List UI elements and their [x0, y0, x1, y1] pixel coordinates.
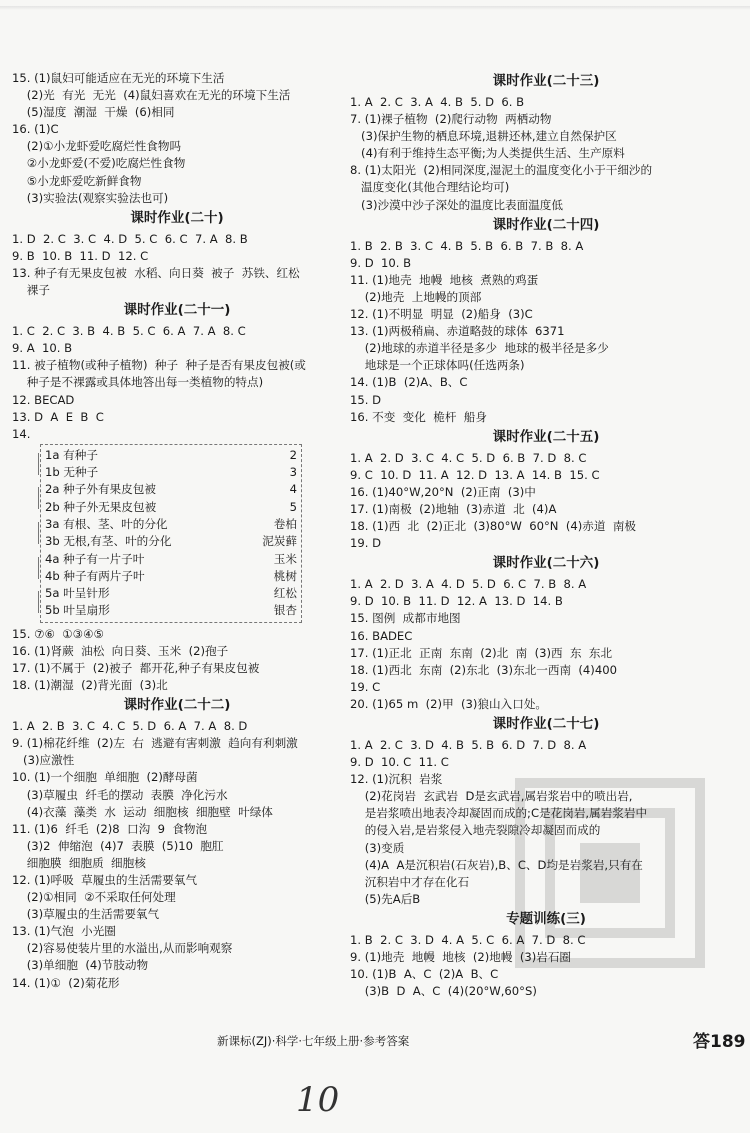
answer-line: 13. (1)气泡 小光圈: [12, 924, 116, 939]
key-result: 2: [289, 447, 297, 462]
key-result: 3: [289, 465, 297, 480]
key-row: [45, 481, 297, 498]
key-row: [45, 464, 297, 481]
key-bracket: [38, 487, 42, 509]
right-column: [350, 70, 742, 1000]
answer-line: ②小龙虾爱(不爱)吃腐烂性食物: [12, 156, 186, 171]
answer-line: 9. D 10. C 11. C: [350, 755, 449, 770]
key-step: 4a 种子有一片子叶: [45, 551, 145, 566]
section-heading: 课时作业(二十五): [492, 428, 600, 445]
key-bracket: [38, 591, 42, 613]
answer-line: 19. C: [350, 679, 381, 694]
answer-line: 18. (1)西 北 (2)正北 (3)80°W 60°N (4)赤道 南极: [350, 519, 637, 534]
answer-line: 16. (1)40°W,20°N (2)正南 (3)中: [350, 484, 536, 499]
answer-line: 11. (1)地壳 地幔 地核 煮熟的鸡蛋: [350, 272, 539, 287]
answer-line: 沉积岩中才存在化石: [350, 874, 470, 889]
key-result: 5: [289, 499, 297, 514]
key-step: 5b 叶呈扇形: [45, 603, 110, 618]
answer-line: 16. (1)肾蕨 油松 向日葵、玉米 (2)孢子: [12, 643, 229, 658]
page-number: 答189: [693, 1032, 746, 1052]
answer-line: (2)花岗岩 玄武岩 D是玄武岩,属岩浆岩中的喷出岩,: [350, 789, 633, 804]
answer-line: 17. (1)南极 (2)地轴 (3)赤道 北 (4)A: [350, 501, 557, 516]
section-heading: 课时作业(二十四): [492, 216, 600, 233]
answer-line: 15. 图例 成都市地图: [350, 611, 461, 626]
key-row: [45, 551, 297, 568]
answer-line: (3)2 伸缩泡 (4)7 表膜 (5)10 胞肛: [12, 838, 224, 853]
answer-line: (3)变质: [350, 840, 405, 855]
key-row: [45, 602, 297, 619]
section-heading: 课时作业(二十七): [492, 716, 600, 732]
key-step: 4b 种子有两片子叶: [45, 568, 145, 583]
key-result: 泥炭藓: [262, 534, 297, 549]
answer-line: 12. (1)沉积 岩浆: [350, 772, 443, 787]
answer-line: 13. (1)两极稍扁、赤道略鼓的球体 6371: [350, 324, 565, 339]
key-step: 1a 有种子: [45, 447, 98, 462]
answer-line: 9. C 10. D 11. A 12. D 13. A 14. B 15. C: [350, 467, 600, 482]
answer-line: 细胞膜 细胞质 细胞核: [12, 855, 146, 870]
key-step: 1b 无种子: [45, 465, 99, 480]
key-bracket: [38, 453, 42, 475]
answer-line: 11. 被子植物(或种子植物) 种子 种子是否有果皮包被(或: [12, 358, 306, 373]
answer-line: (3)草履虫 纤毛的摆动 表膜 净化污水: [12, 787, 228, 802]
answer-line: 10. (1)B A、C (2)A B、C: [350, 967, 499, 982]
answer-line: 1. D 2. C 3. C 4. D 5. C 6. C 7. A 8. B: [12, 231, 248, 246]
answer-line: (2)光 有光 无光 (4)鼠妇喜欢在无光的环境下生活: [12, 88, 291, 103]
answer-line: 14.: [12, 426, 31, 441]
answer-line: (4)有利于维持生态平衡;为人类提供生活、生产原料: [350, 146, 625, 161]
key-row: [45, 585, 297, 602]
answer-line: 9. (1)棉花纤维 (2)左 右 逃避有害刺激 趋向有利刺激: [12, 736, 298, 751]
answer-line: 1. B 2. C 3. D 4. A 5. C 6. A 7. D 8. C: [350, 932, 586, 947]
answer-line: 9. (1)地壳 地幔 地核 (2)地幔 (3)岩石圈: [350, 950, 572, 965]
answer-line: 温度变化(其他合理结论均可): [350, 180, 510, 195]
answer-line: 13. D A E B C: [12, 409, 104, 424]
answer-line: 12. (1)不明显 明显 (2)船身 (3)C: [350, 307, 533, 322]
section-heading: 课时作业(二十三): [492, 73, 600, 89]
answer-line: 种子是不裸露或具体地答出每一类植物的特点): [12, 375, 264, 390]
answer-line: 1. A 2. C 3. A 4. B 5. D 6. B: [350, 95, 525, 109]
answer-line: (4)A A是沉积岩(石灰岩),B、C、D均是岩浆岩,只有在: [350, 857, 643, 872]
answer-line: (2)地壳 上地幔的顶部: [350, 289, 482, 304]
answer-line: 1. A 2. D 3. A 4. D 5. D 6. C 7. B 8. A: [350, 577, 587, 592]
key-result: 玉米: [273, 551, 297, 566]
key-step: 3b 无根,有茎、叶的分化: [45, 534, 172, 549]
answer-line: 19. D: [350, 536, 382, 551]
answer-line: (2)容易使装片里的水溢出,从而影响观察: [12, 941, 233, 956]
key-bracket: [38, 557, 42, 579]
answer-line: 14. (1)① (2)菊花形: [12, 975, 120, 990]
key-result: 桃树: [273, 568, 297, 583]
answer-line: 9. A 10. B: [12, 341, 73, 356]
answer-line: ⑤小龙虾爱吃新鲜食物: [12, 173, 142, 188]
section-heading: 课时作业(二十二): [123, 697, 231, 714]
answer-line: 15. ⑦⑥ ①③④⑤: [12, 626, 104, 641]
answer-line: 1. A 2. D 3. C 4. C 5. D 6. B 7. D 8. C: [350, 450, 587, 465]
key-row: [45, 533, 297, 550]
answer-line: (5)湿度 潮湿 干燥 (6)相同: [12, 105, 175, 120]
answer-line: (3)应激性: [12, 753, 75, 768]
answer-line: 是岩浆喷出地表冷却凝固而成的;C是花岗岩,属岩浆岩中: [350, 806, 648, 821]
answer-line: 9. D 10. B 11. D 12. A 13. D 14. B: [350, 594, 563, 609]
answer-line: (2)地球的赤道半径是多少 地球的极半径是多少: [350, 341, 609, 356]
answer-line: 裸子: [12, 283, 50, 298]
answer-line: 9. D 10. B: [350, 255, 412, 270]
section-heading: 课时作业(二十六): [492, 555, 600, 572]
answer-line: 9. B 10. B 11. D 12. C: [12, 248, 149, 263]
answer-line: 16. BADEC: [350, 628, 413, 643]
key-result: 4: [289, 482, 297, 497]
answer-line: 15. (1)鼠妇可能适应在无光的环境下生活: [12, 71, 225, 85]
key-row: [45, 499, 297, 516]
answer-line: 的侵入岩,是岩浆侵入地壳裂隙冷却凝固而成的: [350, 823, 601, 838]
section-heading: 课时作业(二十一): [123, 302, 231, 319]
answer-line: 14. (1)B (2)A、B、C: [350, 375, 468, 390]
answer-line: (3)单细胞 (4)节肢动物: [12, 958, 149, 973]
answer-line: 17. (1)不属于 (2)被子 都开花,种子有果皮包被: [12, 660, 260, 675]
key-row: [45, 447, 297, 464]
answer-line: (3)保护生物的栖息环境,退耕还林,建立自然保护区: [350, 129, 617, 144]
answer-line: 17. (1)正北 正南 东南 (2)北 南 (3)西 东 东北: [350, 645, 613, 660]
key-bracket: [38, 522, 42, 544]
answer-line: (3)B D A、C (4)(20°W,60°S): [350, 984, 537, 999]
answer-line: 7. (1)裸子植物 (2)爬行动物 两栖动物: [350, 112, 552, 127]
page-top-shadow: [0, 6, 750, 10]
answer-line: 11. (1)6 纤毛 (2)8 口沟 9 食物泡: [12, 821, 208, 836]
dichotomous-key: [40, 444, 302, 623]
answer-line: (2)①小龙虾爱吃腐烂性食物吗: [12, 139, 182, 154]
answer-line: 8. (1)太阳光 (2)相同深度,湿泥土的温度变化小于干细沙的: [350, 163, 653, 178]
answer-line: 地球是一个正球体吗(任选两条): [350, 358, 525, 373]
key-step: 2b 种子外无果皮包被: [45, 499, 157, 514]
answer-line: 1. A 2. C 3. D 4. B 5. B 6. D 7. D 8. A: [350, 738, 587, 752]
section-heading: 课时作业(二十): [130, 209, 224, 226]
answer-line: 12. (1)呼吸 草履虫的生活需要氧气: [12, 872, 198, 887]
answer-line: 1. A 2. B 3. C 4. C 5. D 6. A 7. A 8. D: [12, 719, 248, 734]
key-result: 银杏: [273, 603, 297, 618]
answer-line: 15. D: [350, 392, 382, 407]
answer-line: (3)沙漠中沙子深处的温度比表面温度低: [350, 197, 563, 212]
section-heading: 专题训练(三): [506, 910, 586, 927]
answer-line: 18. (1)西北 东南 (2)东北 (3)东北一西南 (4)400: [350, 662, 617, 677]
answer-line: (4)衣藻 藻类 水 运动 细胞核 细胞壁 叶绿体: [12, 804, 273, 819]
handwritten-mark: 10: [296, 1080, 340, 1120]
answer-line: 1. B 2. B 3. C 4. B 5. B 6. B 7. B 8. A: [350, 238, 584, 253]
answer-line: 20. (1)65 m (2)甲 (3)狼山入口处。: [350, 696, 548, 711]
key-step: 2a 种子外有果皮包被: [45, 482, 156, 497]
key-row: [45, 516, 297, 533]
left-column: [12, 70, 342, 992]
answer-line: 13. 种子有无果皮包被 水稻、向日葵 被子 苏铁、红松: [12, 265, 300, 280]
key-result: 红松: [273, 586, 297, 601]
footer-title: 新课标(ZJ)·科学·七年级上册·参考答案: [217, 1034, 410, 1048]
answer-line: 12. BECAD: [12, 392, 75, 407]
answer-line: (3)草履虫的生活需要氧气: [12, 907, 160, 922]
answer-line: 16. (1)C: [12, 122, 59, 137]
answer-line: 16. 不变 变化 桅杆 船身: [350, 409, 487, 424]
answer-line: 18. (1)潮湿 (2)背光面 (3)北: [12, 678, 168, 693]
key-row: [45, 568, 297, 585]
answer-line: (5)先A后B: [350, 891, 421, 906]
key-result: 卷柏: [273, 516, 297, 531]
answer-line: (2)①相同 ②不采取任何处理: [12, 890, 176, 905]
key-step: 5a 叶呈针形: [45, 586, 110, 601]
answer-line: 10. (1)一个细胞 单细胞 (2)酵母菌: [12, 770, 198, 785]
answer-line: 1. C 2. C 3. B 4. B 5. C 6. A 7. A 8. C: [12, 324, 246, 339]
key-step: 3a 有根、茎、叶的分化: [45, 516, 168, 531]
answer-line: (3)实验法(观察实验法也可): [12, 190, 169, 205]
